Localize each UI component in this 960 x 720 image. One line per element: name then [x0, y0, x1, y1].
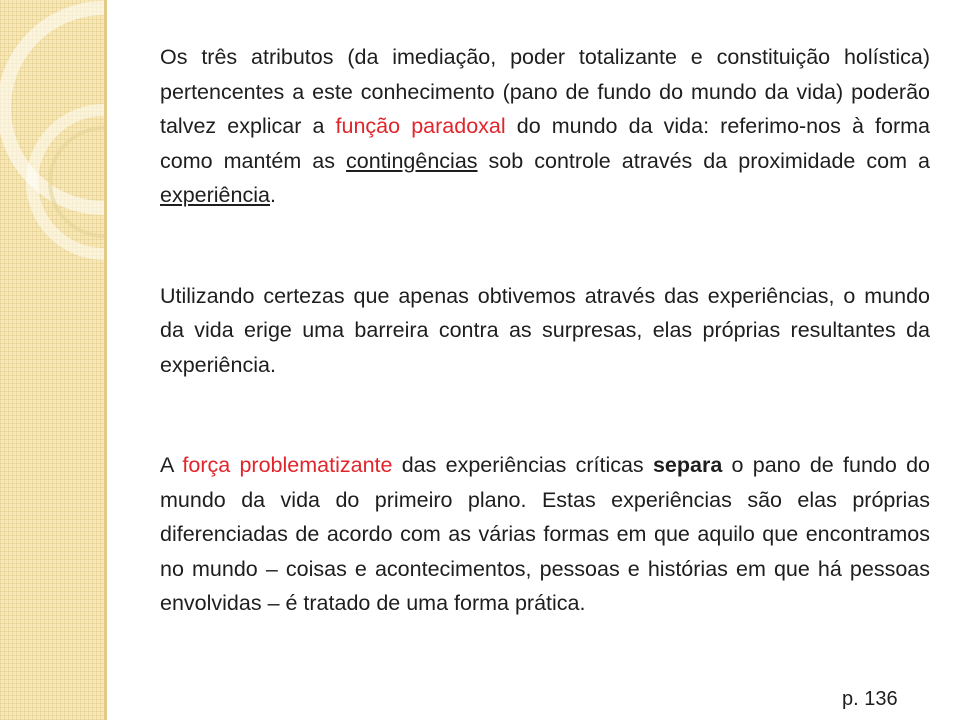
- underlined-contingencias: contingências: [346, 148, 478, 173]
- paragraph-3-text-a: A: [160, 453, 183, 477]
- paragraph-2: Utilizando certezas que apenas obtivemos através das experiências, o mundo da vida erige uma barreira contra as surpresas, elas próprias resultantes da experiência.: [160, 283, 930, 377]
- sidebar-divider: [104, 0, 107, 720]
- paragraph-1-text-c: sob controle através da proximidade com a: [477, 148, 931, 173]
- paragraph-1-text-d: .: [269, 183, 276, 207]
- highlight-forca-problematizante: força problematizante: [182, 453, 393, 477]
- decorative-sidebar: [0, 0, 104, 720]
- highlight-funcao-paradoxal: função paradoxal: [335, 114, 506, 138]
- paragraph-1: [160, 40, 930, 213]
- decorative-ring-inner: [50, 128, 104, 236]
- paragraph-1-text-a: Os três atributos (da imediação, poder totalizante e constituição holística) pertencentes a este conhecimento (pano de fundo do mundo da vida) poderão talvez explicar a: [160, 45, 930, 138]
- slide-body: [160, 40, 930, 621]
- paragraph-3-text-c: o pano de fundo do mundo da vida do primeiro plano. Estas experiências são elas próprias diferenciadas de acordo com as várias formas em que aquilo que encontramos no mundo – coisas e acontecimentos, pessoas e histórias em que há pessoas envolvidas – é tratado de uma forma prática.: [160, 453, 930, 615]
- paragraph-3-text-b: das experiências críticas: [392, 453, 653, 477]
- paragraph-1-text-b: do mundo da vida: referimo-nos à forma como mantém as: [160, 114, 930, 173]
- paragraph-3: [160, 448, 930, 621]
- decorative-rings: [0, 0, 104, 720]
- page-number: p. 136: [842, 688, 898, 710]
- bold-separa: separa: [652, 453, 723, 477]
- underlined-experiencia: experiência: [160, 183, 270, 207]
